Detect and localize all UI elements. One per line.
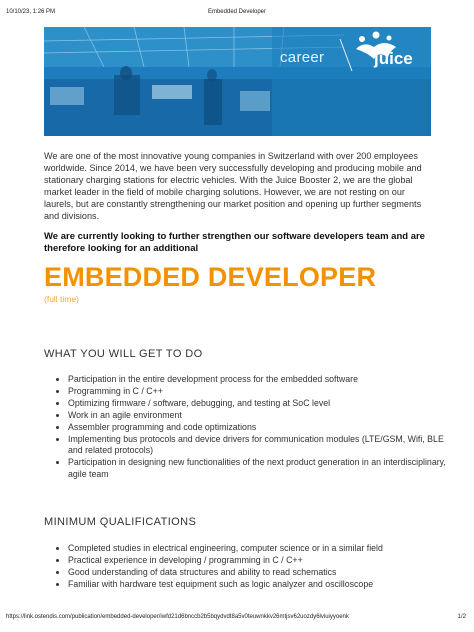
list-item: • Completed studies in electrical engineering, computer science or in a similar field (68, 543, 448, 555)
job-title: EMBEDDED DEVELOPER (44, 262, 377, 292)
list-item: • Implementing bus protocols and device drivers for communication modules (LTE/GSM, Wifi, BLE and related protocols) (68, 434, 448, 458)
list-item: • Familiar with hardware test equipment such as logic analyzer and oscilloscope (68, 579, 448, 591)
juice-logo-text: juice (374, 49, 413, 68)
list-item: • Good understanding of data structures and ability to read schematics (68, 567, 448, 579)
list-item: • Optimizing firmware / software, debugging, and testing at SoC level (68, 398, 448, 410)
list-item: • Participation in designing new functionalities of the next product generation in an interdisciplinary, agile team (68, 457, 448, 481)
list-item: • Assembler programming and code optimizations (68, 422, 448, 434)
print-datetime: 10/10/23, 1:26 PM (6, 9, 56, 15)
page-number: 1/2 (457, 614, 466, 620)
list-item: • Practical experience in developing / programming in C / C++ (68, 555, 448, 567)
hero-banner (44, 27, 431, 136)
tasks-list (52, 374, 448, 481)
section-title-tasks: WHAT YOU WILL GET TO DO (44, 348, 203, 360)
section-title-qualifications: MINIMUM QUALIFICATIONS (44, 516, 197, 528)
list-item: • Work in an agile environment (68, 410, 448, 422)
print-url[interactable]: https://link.ostendis.com/publication/embedded-developer/iwfd21d6bnccb2b5bqydvdt8a5v0teuwnkkv26mtjsv62uozdy6lviuiyyoenk (6, 614, 349, 620)
qualifications-list (52, 543, 448, 591)
list-item: • Participation in the entire development process for the embedded software (68, 374, 448, 386)
print-title: Embedded Developer (207, 9, 267, 15)
lead-paragraph: We are currently looking to further strengthen our software developers team and are therefore looking for an additional (44, 231, 425, 255)
office-photo-graphic (44, 27, 431, 136)
list-item: • Programming in C / C++ (68, 386, 448, 398)
intro-paragraph: We are one of the most innovative young companies in Switzerland with over 200 employees worldwide. Since 2014, we have been very successfully developing and producing mobile and stationary charging stations for electric vehicles. With the Juice Booster 2, we are the global market leader in the field of mobile charging solutions. However, we are not resting on our laurels, but are constantly strengthening our market position and opening up further segments and divisions. (44, 151, 422, 222)
career-label: career (280, 49, 325, 66)
job-subtitle: (full time) (44, 294, 79, 304)
